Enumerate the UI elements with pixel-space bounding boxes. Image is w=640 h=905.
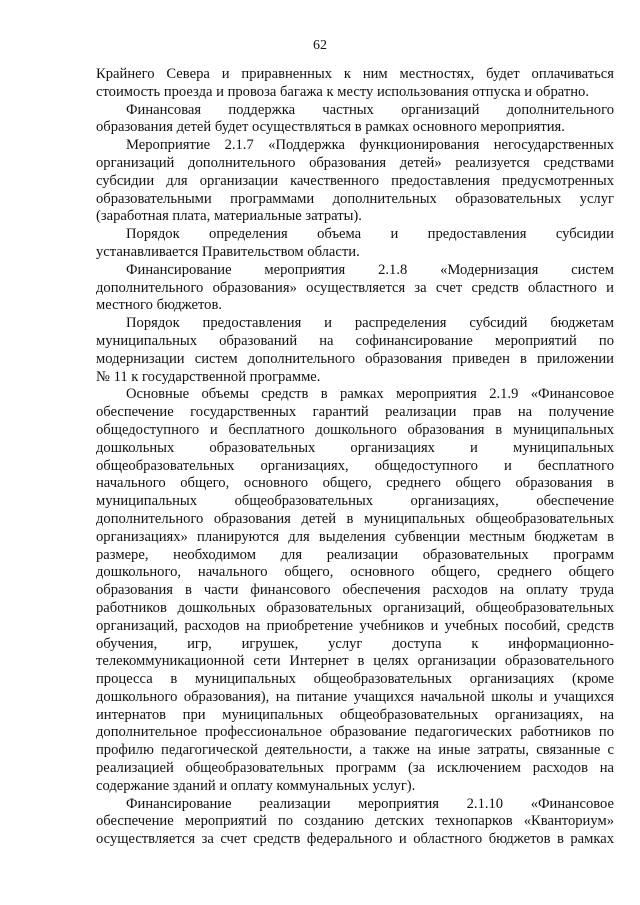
page-number: 62 [313, 38, 327, 53]
text-line: дополнительного образования» осуществляется за счет средств областного и [96, 279, 614, 296]
text-line: интернатов при муниципальных общеобразовательных организациях, на [96, 706, 614, 723]
text-line: общеобразовательных организациях, общедоступного и бесплатного [96, 457, 614, 474]
text-line: реализацией общеобразовательных программ (за исключением расходов на [96, 760, 614, 777]
text-line: работников дошкольных образовательных организаций, общеобразовательных [96, 599, 614, 616]
text-line: образования детей будет осуществляться в рамках основного мероприятия. [96, 119, 565, 136]
text-line: осуществляется за счет средств федерального и областного бюджетов в рамках [96, 831, 614, 848]
text-line: (заработная плата, материальные затраты). [96, 208, 362, 225]
text-line: образования в части финансового обеспечения расходов на оплату труда [96, 582, 614, 599]
text-line: образовательными программами дополнительных образовательных услуг [96, 190, 614, 207]
text-line: организаций, расходов на приобретение учебников и учебных пособий, средств [96, 617, 614, 634]
text-line: модернизации систем дополнительного образования приведен в приложении [96, 350, 614, 367]
text-line: № 11 к государственной программе. [96, 368, 321, 385]
text-line: дополнительное профессиональное образование педагогических работников по [96, 724, 614, 741]
text-line: общедоступного и бесплатного дошкольного образования в муниципальных [96, 421, 614, 438]
body-text [96, 66, 614, 849]
text-line: начального общего, основного общего, среднего общего образования в [96, 475, 614, 492]
text-line: стоимость проезда и провоза багажа к месту использования отпуска и обратно. [96, 83, 589, 100]
text-line: муниципальных образований на софинансирование мероприятий по [96, 332, 614, 349]
text-line: размере, необходимом для реализации образовательных программ [96, 546, 614, 563]
text-line: телекоммуникационной сети Интернет в целях организации образовательного [96, 653, 614, 670]
text-line: обеспечение государственных гарантий реализации прав на получение [96, 404, 614, 421]
text-line: субсидии для организации качественного предоставления предусмотренных [96, 172, 614, 189]
text-line: обеспечение мероприятий по созданию детских технопарков «Кванториум» [96, 813, 614, 830]
text-line: Порядок определения объема и предоставления субсидии [126, 226, 614, 243]
text-line: профилю педагогической деятельности, а также на иные затраты, связанные с [96, 742, 614, 759]
text-line: Финансовая поддержка частных организаций дополнительного [126, 101, 614, 118]
text-line: Финансирование мероприятия 2.1.8 «Модернизация систем [126, 261, 614, 278]
text-line: дошкольного образования), на питание учащихся начальной школы и учащихся [96, 688, 614, 705]
text-line: Крайнего Севера и приравненных к ним местностях, будет оплачиваться [96, 66, 614, 82]
text-line: содержание зданий и оплату коммунальных услуг). [96, 777, 416, 794]
text-line: организаций дополнительного образования детей» реализуется средствами [96, 154, 614, 171]
text-line: дополнительного образования детей в муниципальных общеобразовательных [96, 510, 614, 527]
text-line: Порядок предоставления и распределения субсидий бюджетам [126, 315, 614, 332]
text-line: дошкольных образовательных организациях и муниципальных [96, 439, 614, 456]
text-line: организациях» планируются для выделения субвенции местным бюджетам в [96, 528, 614, 545]
text-line: Финансирование реализации мероприятия 2.1.10 «Финансовое [126, 795, 614, 812]
text-line: муниципальных общеобразовательных организациях, обеспечение [96, 493, 614, 510]
text-line: дошкольного, начального общего, основного общего, среднего общего [96, 564, 614, 581]
text-line: обучения, игр, игрушек, услуг доступа к информационно- [96, 635, 614, 652]
text-line: устанавливается Правительством области. [96, 243, 360, 260]
text-line: местного бюджетов. [96, 297, 223, 314]
text-line: Мероприятие 2.1.7 «Поддержка функционирования негосударственных [126, 137, 614, 154]
text-line: процесса в муниципальных общеобразовательных организациях (кроме [96, 671, 614, 688]
text-line: Основные объемы средств в рамках мероприятия 2.1.9 «Финансовое [126, 386, 614, 403]
